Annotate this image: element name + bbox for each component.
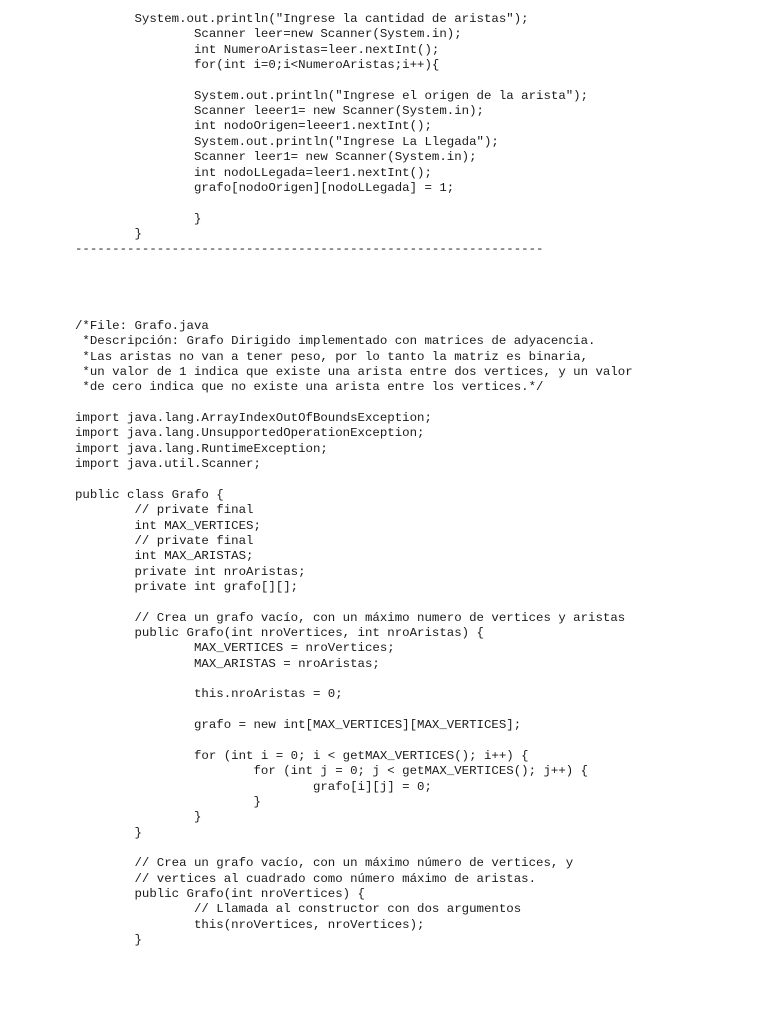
code-line: for (int i = 0; i < getMAX_VERTICES(); i++) { (75, 748, 529, 763)
code-line: // vertices al cuadrado como número máximo de aristas. (75, 871, 537, 886)
code-line: MAX_VERTICES = nroVertices; (75, 641, 395, 656)
code-line: import java.lang.UnsupportedOperationException; (75, 426, 425, 441)
code-line: int MAX_ARISTAS; (75, 549, 254, 564)
code-line: *un valor de 1 indica que existe una arista entre dos vertices, y un valor (75, 365, 633, 380)
code-line: private int nroAristas; (75, 564, 306, 579)
code-line: int NumeroAristas=leer.nextInt(); (75, 42, 440, 57)
code-line: int nodoOrigen=leeer1.nextInt(); (75, 119, 432, 134)
code-line: import java.util.Scanner; (75, 457, 261, 472)
code-line: Scanner leeer1= new Scanner(System.in); (75, 104, 484, 119)
code-line: *de cero indica que no existe una arista entre los vertices.*/ (75, 380, 544, 395)
code-line: --------------------------------------------------------------- (75, 242, 544, 257)
code-line: int nodoLLegada=leer1.nextInt(); (75, 165, 432, 180)
code-line: } (75, 825, 142, 840)
code-line: } (75, 794, 261, 809)
code-line: public class Grafo { (75, 487, 224, 502)
code-line: grafo[nodoOrigen][nodoLLegada] = 1; (75, 180, 455, 195)
code-line: } (75, 226, 142, 241)
code-line: public Grafo(int nroVertices, int nroAristas) { (75, 626, 484, 640)
code-line: private int grafo[][]; (75, 579, 299, 594)
code-line: // private final (75, 533, 254, 548)
code-line: } (75, 933, 142, 947)
code-line: // private final (75, 503, 254, 518)
code-line: Scanner leer1= new Scanner(System.in); (75, 150, 477, 165)
code-line: *Descripción: Grafo Dirigido implementado con matrices de adyacencia. (75, 334, 596, 349)
code-line: } (75, 810, 202, 825)
code-line: import java.lang.ArrayIndexOutOfBoundsException; (75, 411, 432, 426)
code-line: System.out.println("Ingrese el origen de la arista"); (75, 88, 589, 103)
code-line: public Grafo(int nroVertices) { (75, 886, 365, 901)
code-line: // Crea un grafo vacío, con un máximo numero de vertices y aristas (75, 610, 626, 625)
code-line: MAX_ARISTAS = nroAristas; (75, 656, 380, 671)
code-line: // Llamada al constructor con dos argumentos (75, 902, 522, 917)
code-line: grafo = new int[MAX_VERTICES][MAX_VERTICES]; (75, 718, 522, 733)
code-line: for(int i=0;i<NumeroAristas;i++){ (75, 58, 440, 73)
code-line: int MAX_VERTICES; (75, 518, 261, 533)
code-line: /*File: Grafo.java (75, 319, 209, 333)
code-line: this(nroVertices, nroVertices); (75, 917, 425, 932)
code-line: import java.lang.RuntimeException; (75, 441, 328, 456)
code-line: *Las aristas no van a tener peso, por lo tanto la matriz es binaria, (75, 349, 589, 364)
code-line: // Crea un grafo vacío, con un máximo número de vertices, y (75, 856, 574, 871)
code-line: System.out.println("Ingrese la cantidad de aristas"); (75, 12, 529, 26)
code-line: Scanner leer=new Scanner(System.in); (75, 27, 462, 42)
code-line: System.out.println("Ingrese La Llegada"); (75, 134, 499, 149)
code-line: } (75, 211, 202, 226)
code-line: for (int j = 0; j < getMAX_VERTICES(); j++) { (75, 764, 589, 779)
code-line: grafo[i][j] = 0; (75, 779, 432, 794)
code-line: this.nroAristas = 0; (75, 687, 343, 702)
